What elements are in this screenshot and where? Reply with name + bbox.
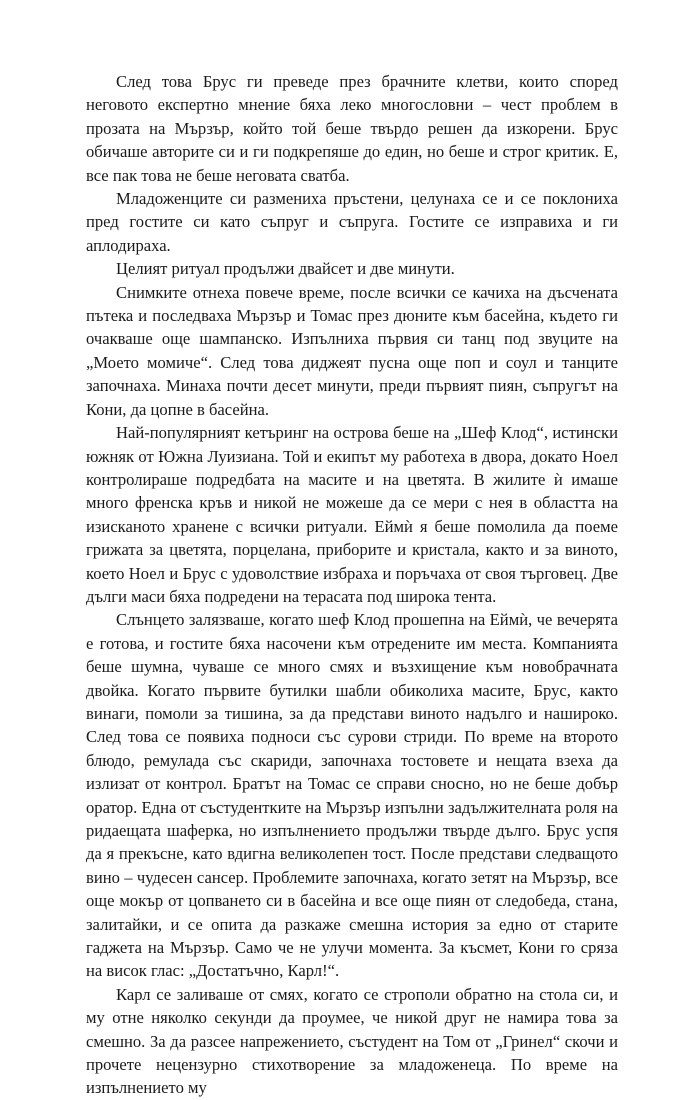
paragraph-5: Най-популярният кетъринг на острова беше на „Шеф Клод“, истински южняк от Южна Луизиана. Той и екипът му работеха в двора, докато Ноел контролираше подредбата на масите и на цветята. В жилите ѝ имаше много френска кръв и никой не можеше да се мери с нея в областта на изисканото хранене с всички ритуали. Еймѝ я беше помолила да поеме грижата за цветята, порцелана, приборите и кристала, както и за виното, което Ноел и Брус с удоволствие избраха и поръчаха от своя търговец. Две дълги маси бяха подредени на терасата под широка тента. — [86, 423, 618, 606]
paragraph-3: Целият ритуал продължи двайсет и две минути. — [116, 259, 455, 279]
paragraph-7: Карл се заливаше от смях, когато се строполи обратно на стола си, и му отне няколко секунди да проумее, че никой друг не намира това за смешно. За да разсее напрежението, състудент на Том от „Гринел“ скочи и прочете нецензурно стихотворение за младоженеца. По време на изпълнението му — [86, 984, 618, 1098]
document-page — [86, 70, 618, 1100]
paragraph-4: Снимките отнеха повече време, после всички се качиха на дъсчената пътека и последваха Мързър и Томас през дюните към басейна, където ги очакваше още шампанско. Изпълниха първия си танц под звуците на „Моето момиче“. След това диджеят пусна още поп и соул и танците започнаха. Минаха почти десет минути, преди първият пиян, съпругът на Кони, да цопне в басейна. — [86, 282, 618, 419]
paragraph-1: След това Брус ги преведе през брачните клетви, които според неговото експертно мнение бяха леко многословни – чест проблем в прозата на Мързър, който той беше твърдо решен да изкорени. Брус обичаше авторите си и ги подкрепяше до един, но беше и строг критик. Е, все пак това не беше неговата сватба. — [86, 72, 618, 185]
paragraph-6: Слънцето залязваше, когато шеф Клод прошепна на Еймѝ, че вечерята е готова, и гостите бяха насочени към отредените им места. Компанията беше шумна, чуваше се много смях и възхищение към новобрачната двойка. Когато първите бутилки шабли обиколиха масите, Брус, както винаги, помоли за тишина, за да представи виното надълго и нашироко. След това се появиха подноси със сурови стриди. По време на второто блюдо, ремулада със скариди, започнаха тостовете и нещата взеха да излизат от контрол. Братът на Томас се справи сносно, но не беше добър оратор. Една от състудентките на Мързър изпълни задължителната роля на ридаещата шаферка, но изпълнението продължи твърде дълго. Брус успя да я прекъсне, като вдигна великолепен тост. После представи следващото вино – чудесен сансер. Проблемите започнаха, когато зетят на Мързър, все още мокър от цопването си в басейна и все още пиян от следобеда, стана, залитайки, и се опита да разкаже смешна история за едно от старите гаджета на Мързър. Само че не улучи момента. За късмет, Кони го сряза на висок глас: „Достатъчно, Карл!“. — [86, 610, 618, 981]
paragraph-2: Младоженците си размениха пръстени, целунаха се и се поклониха пред гостите си като съпруг и съпруга. Гостите се изправиха и ги аплодираха. — [86, 189, 618, 255]
